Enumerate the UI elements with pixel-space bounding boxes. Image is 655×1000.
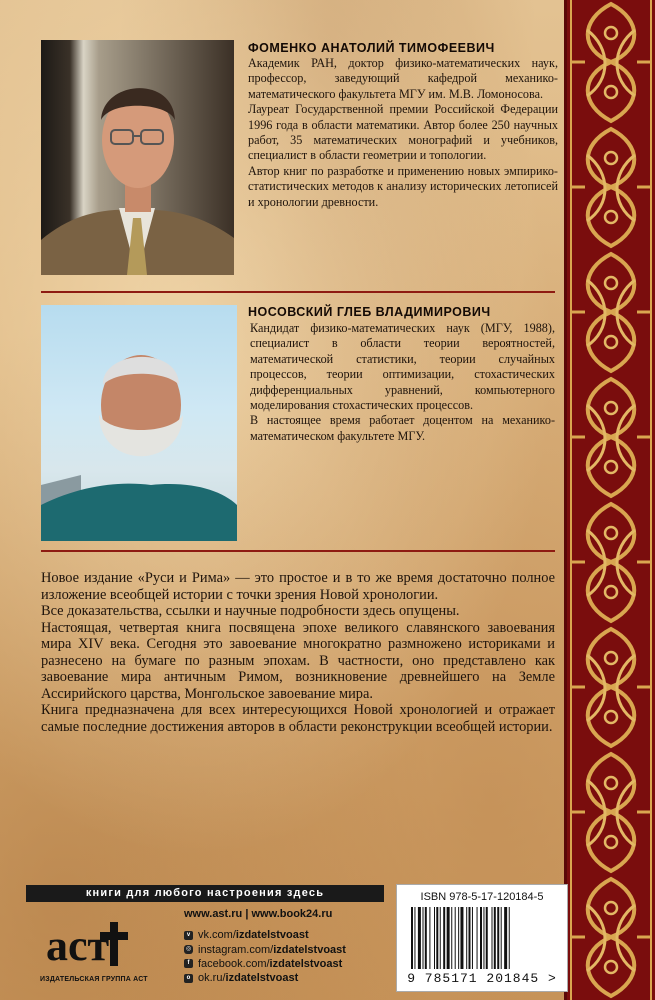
barcode-bar bbox=[423, 907, 424, 969]
social-handle: izdatelstvoast bbox=[269, 957, 343, 970]
barcode-bar bbox=[451, 907, 452, 969]
barcode-bar bbox=[436, 907, 438, 969]
book-description bbox=[41, 570, 555, 735]
description-paragraph: Настоящая, четвертая книга посвящена эпохе великого славянского завоевания мира XIV века. Сегодня это завоевание многократно размножено историками и разнесено на бумаге по разным эпохам. В частности, оно представлено как завоевание мира античным Римом, возникновение древнейшего на Земле Ассирийского царства, Монгольское завоевание мира. bbox=[41, 619, 555, 702]
vk-icon: v bbox=[184, 931, 193, 940]
portrait-illustration bbox=[41, 305, 237, 541]
barcode-bar bbox=[455, 907, 456, 969]
barcode-bar bbox=[460, 907, 463, 969]
barcode-icon bbox=[407, 907, 557, 969]
barcode-bar bbox=[414, 907, 415, 969]
instagram-icon: ◎ bbox=[185, 946, 192, 953]
barcode-bar bbox=[492, 907, 493, 969]
barcode-bar bbox=[469, 907, 471, 969]
ornament-border bbox=[564, 0, 655, 1000]
author-bio-nosovsky bbox=[250, 321, 555, 444]
barcode-bar bbox=[411, 907, 413, 969]
social-domain: ok.ru/ bbox=[198, 972, 226, 985]
barcode-bar bbox=[486, 907, 488, 969]
social-domain: instagram.com/ bbox=[198, 943, 274, 956]
barcode-bar bbox=[440, 907, 441, 969]
description-paragraph: Книга предназначена для всех интересующихся Новой хронологией и отражает самые последние достижения авторов в области реконструкции всеобщей истории. bbox=[41, 702, 555, 735]
bio-paragraph: Академик РАН, доктор физико-математических наук, профессор, заведующий кафедрой механико-математического факультета МГУ им. М.В. Ломоносова. bbox=[248, 56, 558, 101]
barcode-bar bbox=[480, 907, 482, 969]
social-link-instagram[interactable] bbox=[184, 942, 346, 956]
social-link-facebook[interactable] bbox=[184, 957, 346, 971]
barcode-panel bbox=[396, 884, 568, 992]
divider-rule bbox=[41, 550, 555, 552]
social-links bbox=[184, 928, 346, 986]
barcode-bar bbox=[466, 907, 467, 969]
ok-icon: o bbox=[184, 974, 193, 983]
ast-logo-icon bbox=[40, 914, 160, 976]
bio-paragraph: Кандидат физико-математических наук (МГУ, 1988), специалист в области теории вероятностей, математической статистики, теории случайных процессов, теории оптимизации, стохастических дифференциальных уравнений, компьютерного моделирования стохастических процессов. bbox=[250, 321, 555, 413]
author-name-fomenko: ФОМЕНКО АНАТОЛИЙ ТИМОФЕЕВИЧ bbox=[248, 41, 495, 55]
social-handle: izdatelstvoast bbox=[225, 972, 299, 985]
barcode-bar bbox=[509, 907, 510, 969]
barcode-bar bbox=[472, 907, 473, 969]
barcode-digits: 9 785171 201845 > bbox=[407, 971, 557, 986]
ornament-pattern bbox=[567, 0, 655, 1000]
barcode-bar bbox=[497, 907, 499, 969]
publisher-websites[interactable]: www.ast.ru | www.book24.ru bbox=[184, 908, 333, 920]
social-link-ok[interactable] bbox=[184, 971, 346, 985]
isbn-text: ISBN 978-5-17-120184-5 bbox=[420, 891, 544, 903]
bio-paragraph: Автор книг по разработке и применению новых эмпирико-статистических методов к анализу исторических летописей и хронологии древности. bbox=[248, 163, 558, 209]
barcode-bar bbox=[501, 907, 502, 969]
author-photo-fomenko bbox=[41, 40, 234, 275]
bio-paragraph: В настоящее время работает доцентом на механико-математическом факультете МГУ. bbox=[250, 413, 555, 443]
social-domain: facebook.com/ bbox=[198, 957, 270, 970]
author-bio-fomenko bbox=[248, 56, 558, 210]
description-paragraph: Новое издание «Руси и Рима» — это простое и в то же время достаточно полное изложение всеобщей истории с точки зрения Новой хронологии. bbox=[41, 570, 555, 603]
bio-paragraph: Лауреат Государственной премии Российской Федерации 1996 года в области математики. Автор более 250 научных работ, 35 математических монографий и учебников, специалист в области геометрии и топологии. bbox=[248, 102, 558, 163]
divider-rule bbox=[41, 291, 555, 293]
facebook-icon: f bbox=[184, 959, 193, 968]
barcode-bar bbox=[425, 907, 427, 969]
barcode-bar bbox=[483, 907, 484, 969]
social-handle: izdatelstvoast bbox=[235, 929, 309, 942]
author-photo-nosovsky bbox=[41, 305, 237, 541]
barcode-bar bbox=[458, 907, 459, 969]
barcode-bar bbox=[443, 907, 445, 969]
barcode-bar bbox=[434, 907, 435, 969]
barcode-bar bbox=[418, 907, 421, 969]
portrait-illustration bbox=[41, 40, 234, 275]
author-name-nosovsky: НОСОВСКИЙ ГЛЕБ ВЛАДИМИРОВИЧ bbox=[248, 305, 491, 319]
publisher-slogan: книги для любого настроения здесь bbox=[26, 885, 384, 902]
barcode-bar bbox=[429, 907, 430, 969]
barcode-bar bbox=[477, 907, 478, 969]
description-paragraph: Все доказательства, ссылки и научные подробности здесь опущены. bbox=[41, 603, 460, 619]
publisher-caption: ИЗДАТЕЛЬСКАЯ ГРУППА АСТ bbox=[40, 976, 148, 983]
barcode-bar bbox=[504, 907, 507, 969]
social-link-vk[interactable] bbox=[184, 928, 346, 942]
logo-text: аст bbox=[46, 921, 110, 970]
barcode-bar bbox=[447, 907, 450, 969]
social-domain: vk.com/ bbox=[198, 929, 236, 942]
barcode-bar bbox=[494, 907, 496, 969]
social-handle: izdatelstvoast bbox=[273, 943, 346, 956]
